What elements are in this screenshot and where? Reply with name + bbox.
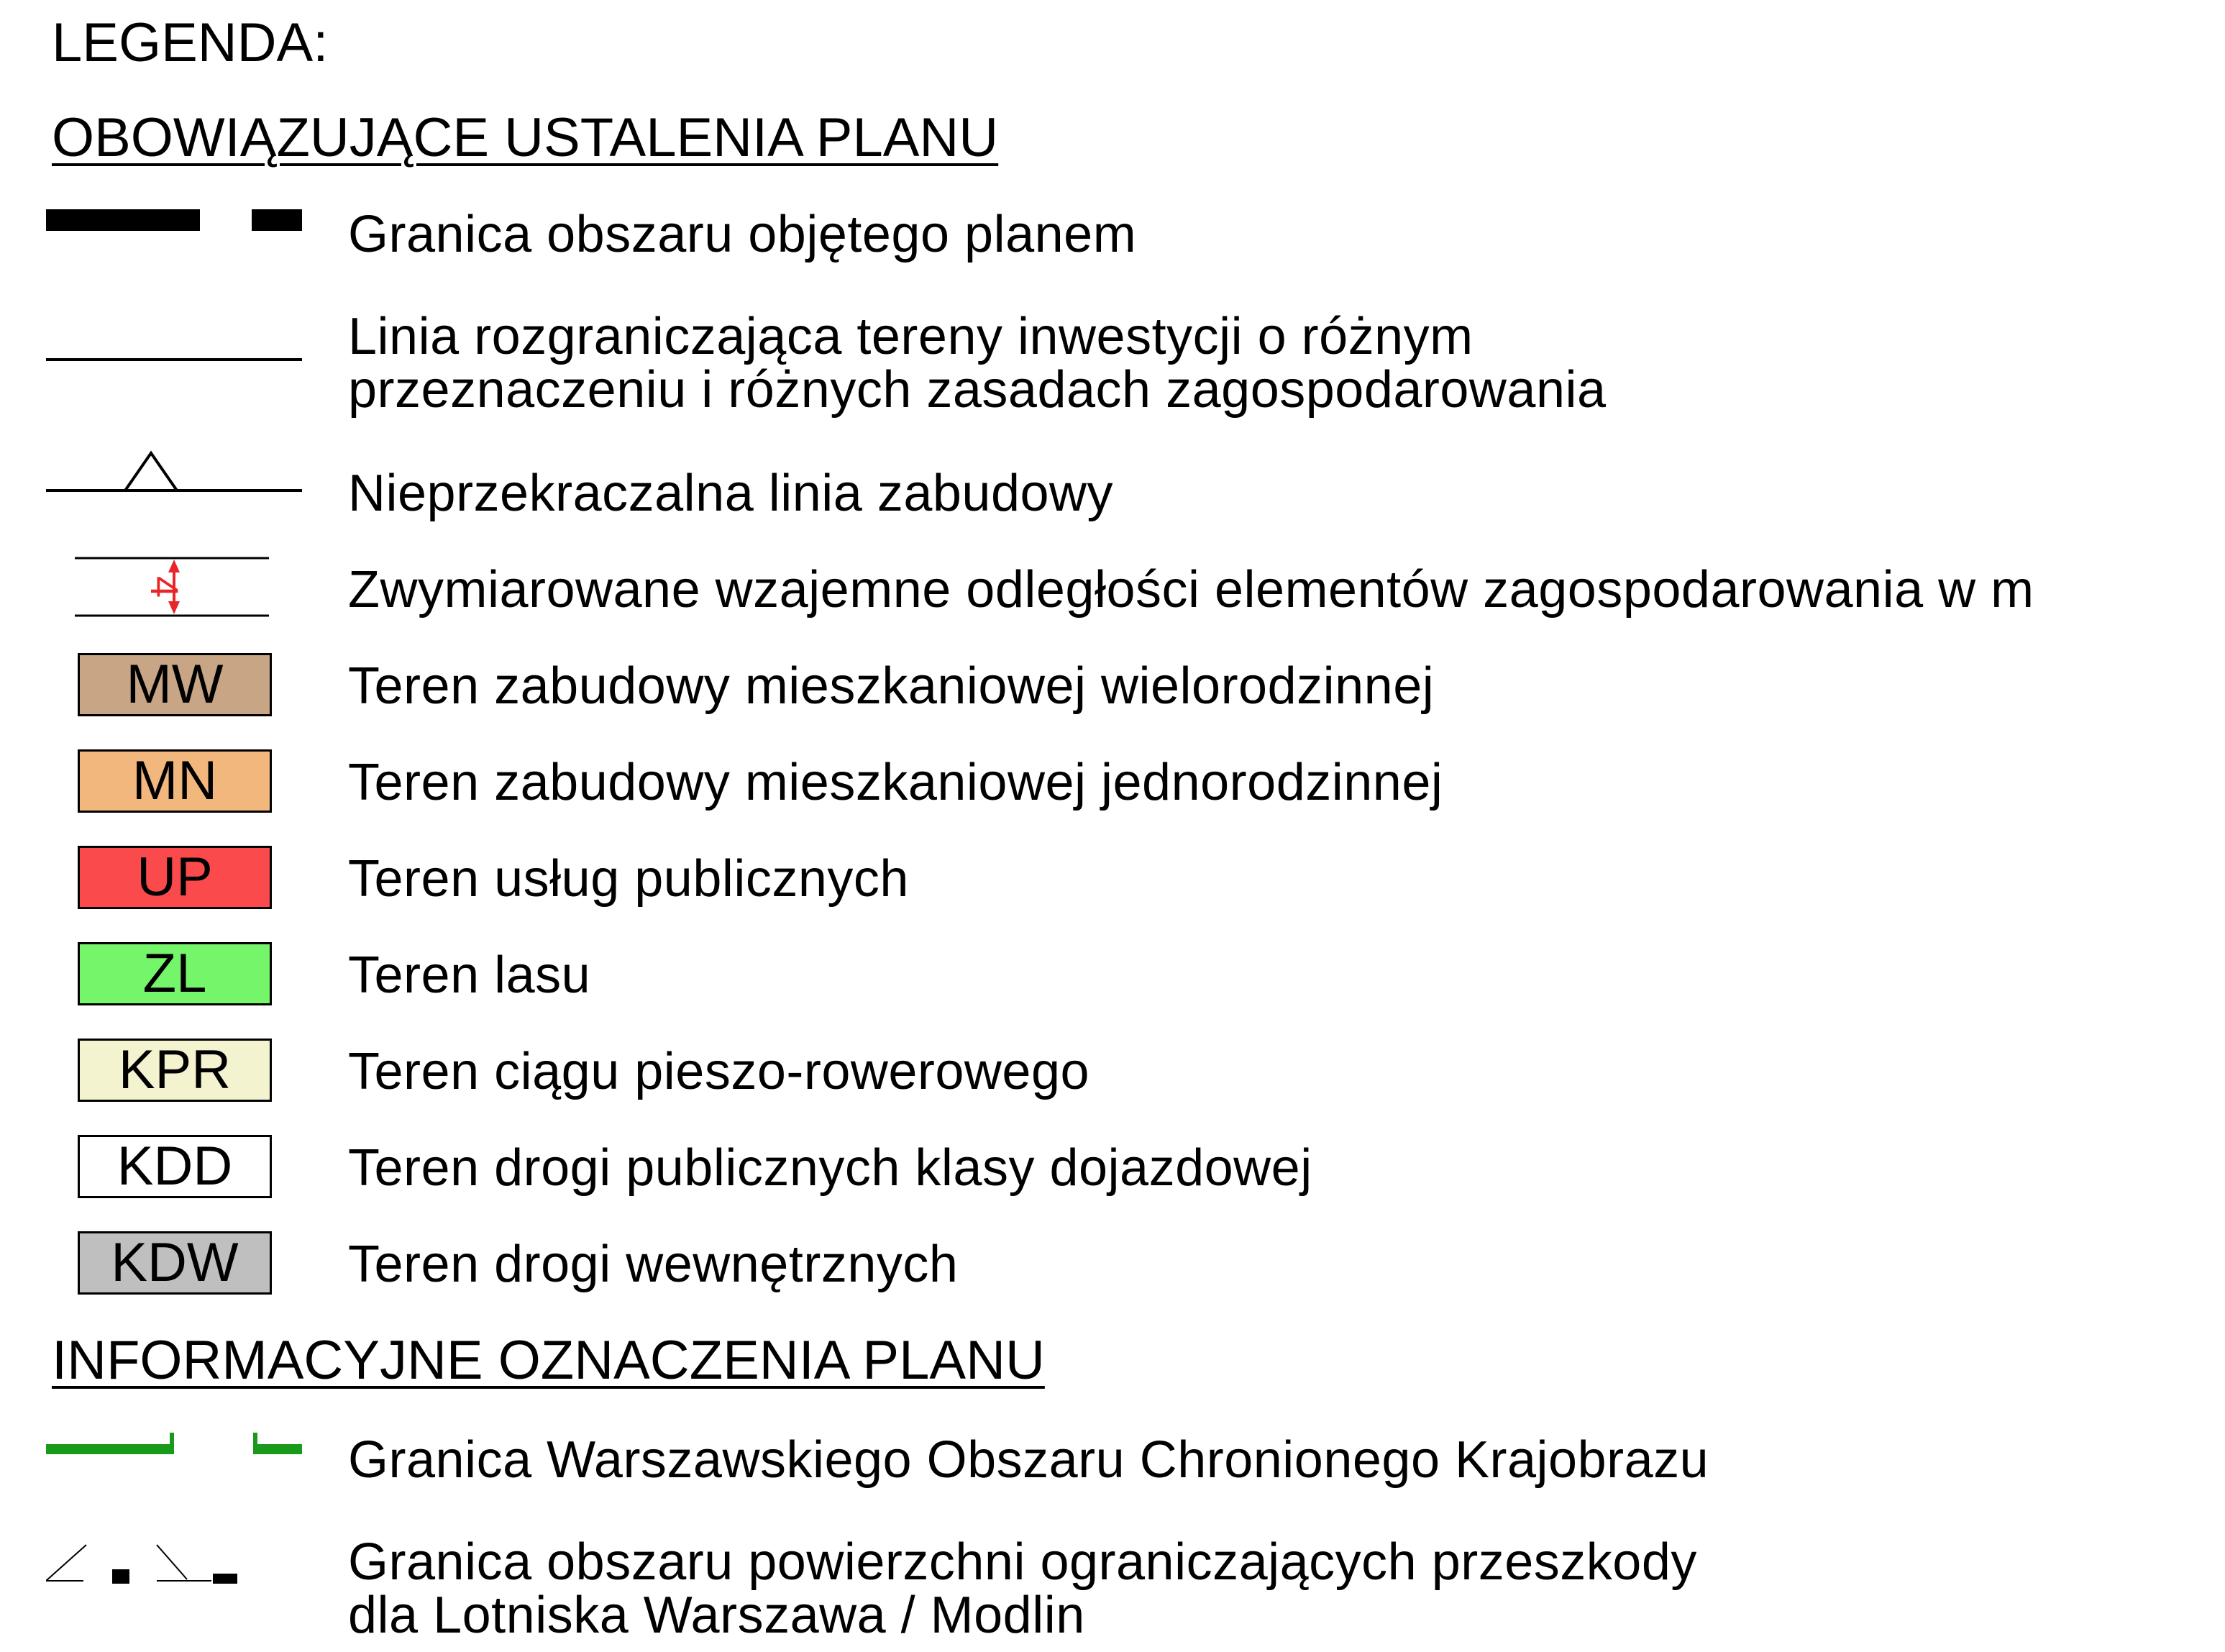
zone-code-box-kdd: KDD: [78, 1135, 272, 1198]
legend-title: LEGENDA:: [52, 12, 329, 73]
dimension-arrow-icon: [75, 554, 283, 626]
legend-item-text-line-1: Granica obszaru powierzchni ograniczających przeszkody: [348, 1533, 1697, 1591]
zone-code-box-zl: ZL: [78, 942, 272, 1005]
zone-code-box-mn: MN: [78, 749, 272, 813]
zone-code-box-kdw: KDW: [78, 1231, 272, 1295]
legend-item-text: Teren drogi wewnętrznych: [348, 1236, 959, 1293]
legend-item-text: Teren zabudowy mieszkaniowej wielorodzinnej: [348, 657, 1435, 715]
zone-code-box-up: UP: [78, 846, 272, 909]
legend-item-text-line-2: przeznaczeniu i różnych zasadach zagospodarowania: [348, 361, 1607, 419]
zone-code-box-mw: MW: [78, 653, 272, 716]
dimension-value: 4: [142, 575, 186, 598]
legend-item-text-line-2: dla Lotniska Warszawa / Modlin: [348, 1587, 1085, 1644]
legend-item-text-line-1: Linia rozgraniczająca tereny inwestycji o różnym: [348, 308, 1474, 365]
legend-item-text: Nieprzekraczalna linia zabudowy: [348, 465, 1114, 522]
legend-item-text: Teren ciągu pieszo-rowerowego: [348, 1043, 1090, 1100]
zone-code-box-kpr: KPR: [78, 1039, 272, 1102]
airport-obstacle-boundary-icon: [46, 1539, 312, 1589]
legend-item-text: Teren lasu: [348, 946, 591, 1004]
green-dashed-line-icon: [46, 1431, 312, 1467]
section-heading-binding: OBOWIĄZUJĄCE USTALENIA PLANU: [52, 107, 999, 168]
thick-dashed-black-line-icon: [46, 207, 312, 236]
legend-item-text: Teren usług publicznych: [348, 850, 909, 908]
legend-item-text: Teren zabudowy mieszkaniowej jednorodzinnej: [348, 754, 1443, 811]
legend-item-text: Granica obszaru objętego planem: [348, 206, 1137, 263]
legend-item-text: Granica Warszawskiego Obszaru Chronionego Krajobrazu: [348, 1431, 1709, 1489]
legend-item-text: Zwymiarowane wzajemne odległości elementów zagospodarowania w m: [348, 561, 2034, 619]
section-heading-informative: INFORMACYJNE OZNACZENIA PLANU: [52, 1330, 1045, 1391]
thin-line-icon: [46, 352, 312, 367]
legend-item-text: Teren drogi publicznych klasy dojazdowej: [348, 1139, 1312, 1197]
line-with-triangle-icon: [46, 446, 312, 496]
